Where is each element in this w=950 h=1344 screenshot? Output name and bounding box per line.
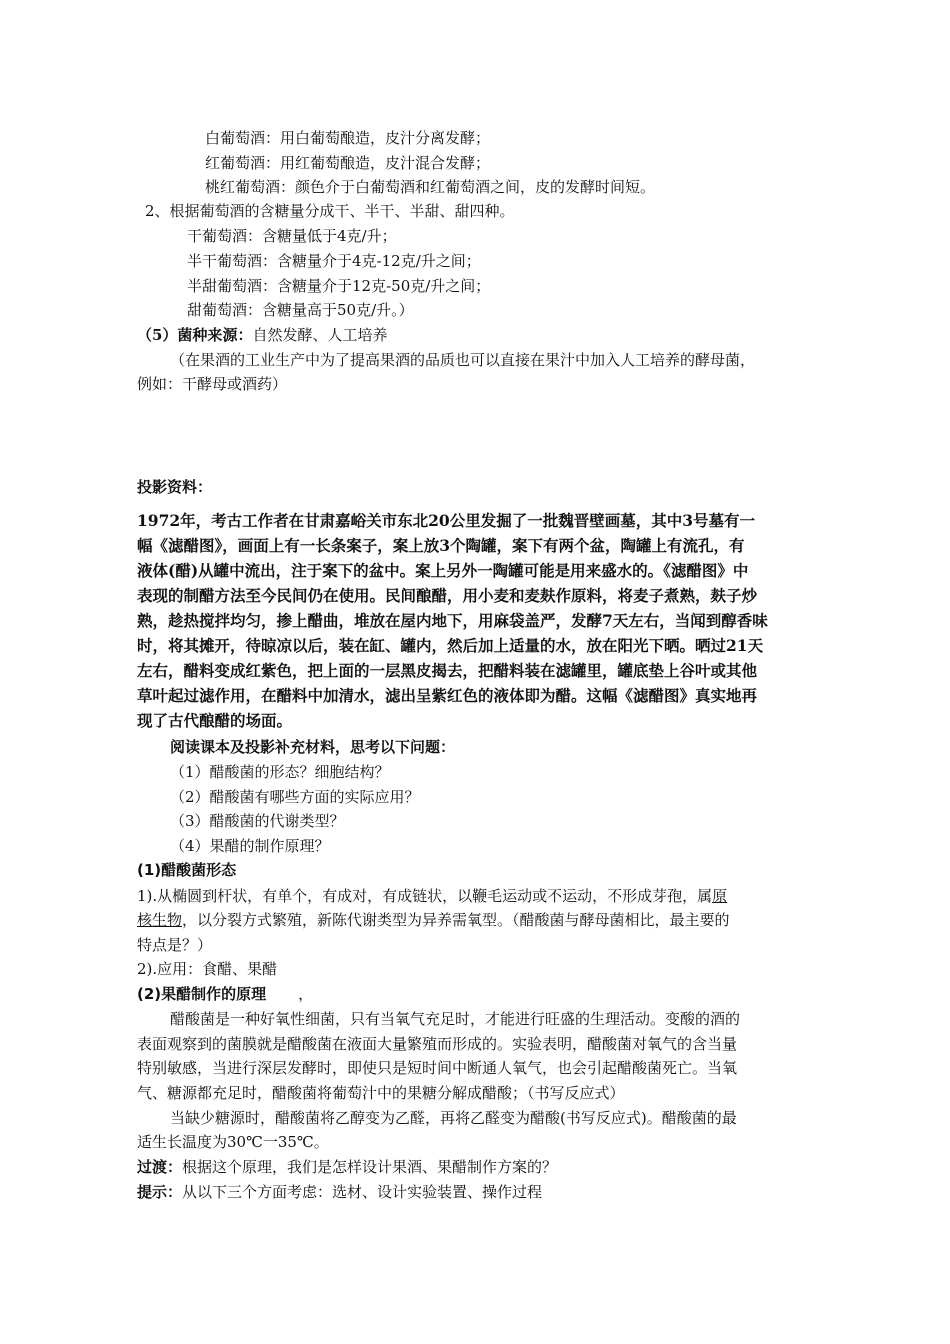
- question-item: （1）醋酸菌的形态？细胞结构？: [170, 763, 390, 781]
- projection-line: 现了古代酿醋的场面。: [137, 711, 293, 730]
- principle-line: 当缺少糖源时，醋酸菌将乙醇变为乙醛，再将乙醛变为醋酸(书写反应式)。醋酸菌的最: [170, 1109, 737, 1127]
- sugar-class-heading: 2、根据葡萄酒的含糖量分成干、半干、半甜、甜四种。: [145, 202, 515, 220]
- white-wine-line: 白葡萄酒：用白葡萄酿造，皮汁分离发酵；: [205, 129, 491, 147]
- red-wine-line: 红葡萄酒：用红葡萄酿造，皮汁混合发酵；: [205, 154, 491, 172]
- hint-text: 从以下三个方面考虑：选材、设计实验装置、操作过程: [182, 1183, 543, 1201]
- morphology-line-2: [137, 909, 730, 931]
- reading-prompt: 阅读课本及投影补充材料，思考以下问题：: [170, 738, 456, 756]
- principle-line: 适生长温度为30℃一35℃。: [137, 1133, 329, 1151]
- projection-line: 表现的制醋方法至今民间仍在使用。民间酿醋，用小麦和麦麸作原料，将麦子煮熟，麸子炒: [137, 586, 758, 605]
- strain-source-note-1: （在果酒的工业生产中为了提高果酒的品质也可以直接在果汁中加入人工培养的酵母菌，: [170, 351, 756, 369]
- morphology-text: 1).从椭圆到杆状，有单个，有成对，有成链状，以鞭毛运动或不运动，不形成芽孢，属: [137, 887, 713, 905]
- semi-dry-wine-line: 半干葡萄酒：含糖量介于4克-12克/升之间；: [187, 252, 481, 270]
- prokaryote-term-end: 核生物: [137, 911, 183, 929]
- principle-heading-line: [137, 983, 313, 1005]
- projection-line: 1972年，考古工作者在甘肃嘉峪关市东北20公里发掘了一批魏晋壁画墓，其中3号墓有一: [137, 511, 755, 530]
- hint-line: [137, 1181, 542, 1203]
- question-item: （3）醋酸菌的代谢类型？: [170, 812, 345, 830]
- transition-text: 根据这个原理，我们是怎样设计果酒、果醋制作方案的？: [182, 1158, 558, 1176]
- transition-line: [137, 1156, 557, 1178]
- rose-wine-line: 桃红葡萄酒：颜色介于白葡萄酒和红葡萄酒之间，皮的发酵时间短。: [205, 178, 656, 196]
- principle-line: 特别敏感，当进行深层发酵时，即使只是短时间中断通人氧气，也会引起醋酸菌死亡。当氧: [137, 1059, 738, 1077]
- sweet-wine-line: 甜葡萄酒：含糖量高于50克/升。）: [187, 301, 414, 319]
- principle-line: 表面观察到的菌膜就是醋酸菌在液面大量繁殖而形成的。实验表明，醋酸菌对氧气的含当量: [137, 1035, 738, 1053]
- question-item: （2）醋酸菌有哪些方面的实际应用？: [170, 788, 420, 806]
- projection-line: 左右，醋料变成红紫色，把上面的一层黑皮揭去，把醋料装在滤罐里，罐底垫上谷叶或其他: [137, 661, 758, 680]
- principle-line: 醋酸菌是一种好氧性细菌，只有当氧气充足时，才能进行旺盛的生理活动。变酸的酒的: [170, 1010, 741, 1028]
- dry-wine-line: 干葡萄酒：含糖量低于4克/升；: [187, 227, 397, 245]
- morphology-text: ，以分裂方式繁殖，新陈代谢类型为异养需氧型。（醋酸菌与酵母菌相比，最主要的: [182, 911, 730, 929]
- morphology-line-3: 特点是？）: [137, 936, 213, 954]
- semi-sweet-wine-line: 半甜葡萄酒：含糖量介于12克-50克/升之间；: [187, 277, 491, 295]
- application-line: 2).应用：食醋、果醋: [137, 960, 278, 978]
- transition-label: 过渡：: [137, 1158, 183, 1176]
- strain-source-value: 自然发酵、人工培养: [252, 326, 388, 344]
- hint-label: 提示：: [137, 1183, 183, 1201]
- projection-line: 熟，趁热搅拌均匀，掺上醋曲，堆放在屋内地下，用麻袋盖严，发酵7天左右，当闻到醇香味: [137, 611, 768, 630]
- morphology-heading: (1)醋酸菌形态: [137, 861, 237, 879]
- projection-line: 幅《滤醋图》，画面上有一长条案子，案上放3个陶罐，案下有两个盆，陶罐上有流孔，有: [137, 536, 745, 555]
- prokaryote-term-start: 原: [712, 887, 728, 905]
- projection-line: 草叶起过滤作用，在醋料中加清水，滤出呈紫红色的液体即为醋。这幅《滤醋图》真实地再: [137, 686, 758, 705]
- morphology-line-1: [137, 885, 727, 907]
- strain-source-line: [137, 324, 387, 346]
- projection-line: 时，将其摊开，待晾凉以后，装在缸、罐内，然后加上适量的水，放在阳光下晒。晒过21天: [137, 636, 764, 655]
- principle-line: 气、糖源都充足时，醋酸菌将葡萄汁中的果糖分解成醋酸；（书写反应式）: [137, 1084, 625, 1102]
- strain-source-label: （5）菌种来源：: [137, 326, 253, 344]
- strain-source-note-2: 例如：干酵母或酒药）: [137, 375, 288, 393]
- principle-heading-tail: ，: [298, 985, 314, 1003]
- projection-line: 液体(醋)从罐中流出，注于案下的盆中。案上另外一陶罐可能是用来盛水的。《滤醋图》中: [137, 561, 749, 580]
- projection-title: 投影资料：: [137, 478, 213, 496]
- principle-heading: (2)果醋制作的原理: [137, 985, 267, 1003]
- question-item: （4）果醋的制作原理？: [170, 837, 330, 855]
